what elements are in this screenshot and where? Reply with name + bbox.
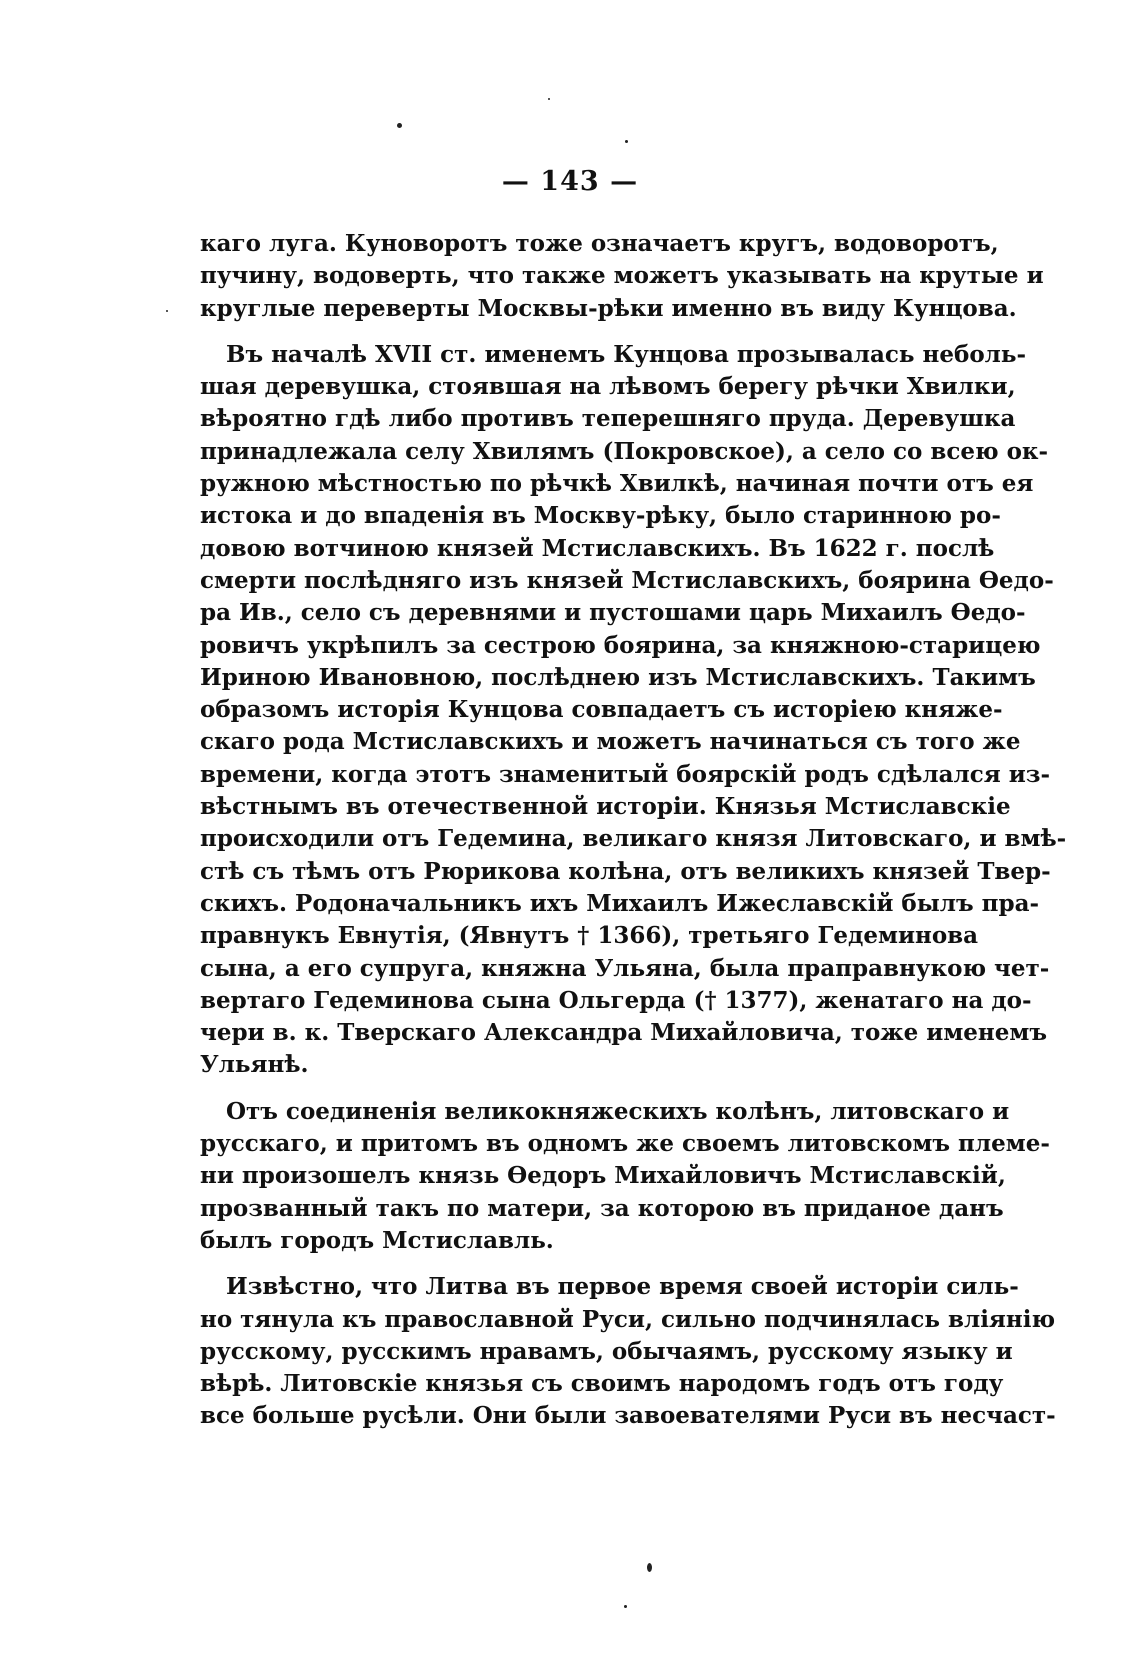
text-line: прозванный такъ по матери, за которою въ приданое данъ — [200, 1194, 1004, 1222]
text-line: все больше русѣли. Они были завоевателями Руси въ несчаст- — [200, 1402, 1056, 1430]
text-line: вѣрѣ. Литовскіе князья съ своимъ народомъ годъ отъ году — [200, 1370, 1004, 1398]
print-speck — [397, 123, 402, 128]
text-line: но тянула къ православной Руси, сильно подчинялась вліянію — [200, 1305, 1056, 1333]
paragraph — [200, 1271, 1056, 1432]
text-line: скаго рода Мстиславскихъ и можетъ начинаться съ того же — [200, 728, 1021, 756]
text-line: образомъ исторія Кунцова совпадаетъ съ исторіею княже- — [200, 696, 1003, 724]
paragraph — [200, 1096, 1050, 1257]
text-line: смерти послѣдняго изъ князей Мстиславскихъ, боярина Ѳедо- — [200, 566, 1054, 594]
text-line: русскаго, и притомъ въ одномъ же своемъ литовскомъ племе- — [200, 1130, 1050, 1158]
body-text — [200, 228, 1067, 1433]
text-line: вѣстнымъ въ отечественной исторіи. Князья Мстиславскіе — [200, 793, 1011, 821]
print-speck — [625, 140, 628, 143]
text-line: стѣ съ тѣмъ отъ Рюрикова колѣна, отъ великихъ князей Твер- — [200, 857, 1051, 885]
text-line: вѣроятно гдѣ либо противъ теперешняго пруда. Деревушка — [200, 405, 1016, 433]
text-line: довою вотчиною князей Мстиславскихъ. Въ 1622 г. послѣ — [200, 534, 995, 562]
text-line: пучину, водоверть, что также можетъ указывать на крутые и — [200, 262, 1044, 290]
page-number: — 143 — — [501, 166, 639, 197]
print-speck — [624, 1605, 627, 1608]
text-line: времени, когда этотъ знаменитый боярскій родъ сдѣлался из- — [200, 760, 1051, 788]
text-line: чери в. к. Тверскаго Александра Михайловича, тоже именемъ — [200, 1019, 1048, 1047]
paragraph — [200, 339, 1067, 1082]
text-line: шая деревушка, стоявшая на лѣвомъ берегу рѣчки Хвилки, — [200, 373, 1016, 401]
text-line: ружною мѣстностью по рѣчкѣ Хвилкѣ, начиная почти отъ ея — [200, 470, 1034, 498]
print-speck — [647, 1563, 652, 1572]
text-line: круглые переверты Москвы-рѣки именно въ виду Кунцова. — [200, 294, 1017, 322]
text-line: Въ началѣ XVII ст. именемъ Кунцова прозывалась неболь- — [226, 340, 1027, 368]
text-line: ра Ив., село съ деревнями и пустошами царь Михаилъ Ѳедо- — [200, 599, 1026, 627]
text-line: сына, а его супруга, княжна Ульяна, была праправнукою чет- — [200, 954, 1050, 982]
text-line: Ульянѣ. — [200, 1051, 309, 1079]
text-line: русскому, русскимъ нравамъ, обычаямъ, русскому языку и — [200, 1337, 1013, 1365]
print-speck — [166, 310, 168, 312]
text-line: принадлежала селу Хвилямъ (Покровское), а село со всею ок- — [200, 437, 1049, 465]
text-line: происходили отъ Гедемина, великаго князя Литовскаго, и вмѣ- — [200, 825, 1067, 853]
text-line: Извѣстно, что Литва въ первое время своей исторіи силь- — [226, 1273, 1019, 1301]
text-line: ни произошелъ князь Ѳедоръ Михайловичъ Мстиславскій, — [200, 1162, 1006, 1190]
paragraph — [200, 228, 1044, 325]
text-line: Отъ соединенія великокняжескихъ колѣнъ, литовскаго и — [226, 1097, 1010, 1125]
print-speck — [548, 98, 550, 100]
text-line: ровичъ укрѣпилъ за сестрою боярина, за княжною-старицею — [200, 631, 1041, 659]
text-line: скихъ. Родоначальникъ ихъ Михаилъ Ижеславскій былъ пра- — [200, 889, 1040, 917]
text-line: каго луга. Куноворотъ тоже означаетъ кругъ, водоворотъ, — [200, 230, 999, 257]
text-line: правнукъ Евнутія, (Явнутъ † 1366), третьяго Гедеминова — [200, 922, 979, 950]
text-line: Ириною Ивановною, послѣднею изъ Мстиславскихъ. Такимъ — [200, 663, 1036, 691]
text-line: былъ городъ Мстиславль. — [200, 1226, 554, 1254]
text-line: истока и до впаденія въ Москву-рѣку, было старинною ро- — [200, 502, 1001, 530]
text-line: вертаго Гедеминова сына Ольгерда († 1377), женатаго на до- — [200, 986, 1032, 1014]
